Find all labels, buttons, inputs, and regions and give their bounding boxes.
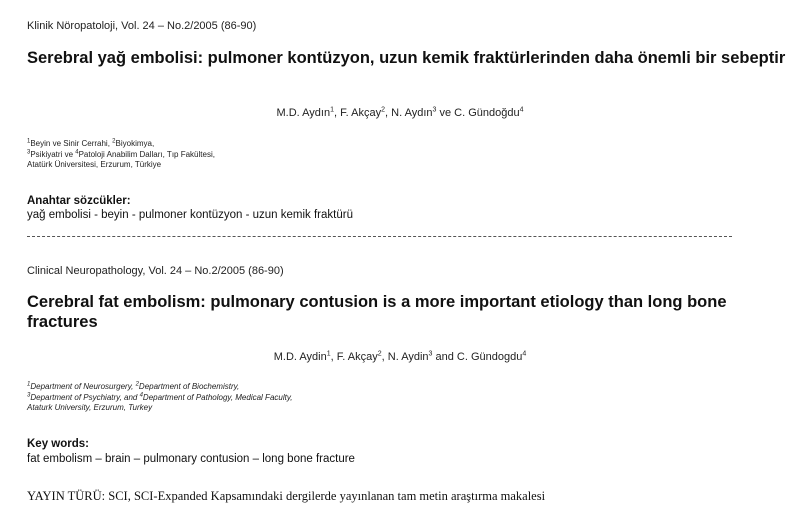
- author-name: C. Gündogdu: [456, 351, 523, 363]
- affiliation-marker: 4: [139, 391, 143, 398]
- affiliation-text: Beyin ve Sinir Cerrahi,: [30, 139, 113, 148]
- article-title-en: Cerebral fat embolism: pulmonary contusion is a more important etiology than long bone fractures: [27, 293, 727, 331]
- affiliation-text: Department of Neurosurgery,: [30, 382, 136, 391]
- author-separator: and: [432, 351, 457, 363]
- author-name: M.D. Aydin: [273, 351, 327, 363]
- author-name: M.D. Aydın: [276, 107, 331, 119]
- publication-type-note: YAYIN TÜRÜ: SCI, SCI-Expanded Kapsamındaki dergilerde yayınlanan tam metin araştırma makalesi: [27, 489, 546, 503]
- affiliation-marker: 3: [27, 148, 31, 155]
- author-affiliation-marker: 4: [522, 350, 527, 358]
- affiliation-line: [27, 403, 292, 414]
- affiliation-text: Psikiyatri ve: [30, 149, 76, 159]
- author-separator: ,: [381, 351, 388, 363]
- affiliation-text: Department of Pathology, Medical Faculty,: [142, 392, 293, 402]
- affiliations-en: [27, 382, 292, 414]
- author-affiliation-marker: 1: [330, 106, 334, 114]
- keywords-tr: yağ embolisi - beyin - pulmoner kontüzyon - uzun kemik fraktürü: [27, 209, 353, 221]
- author-affiliation-marker: 4: [519, 106, 524, 114]
- affiliation-line: [27, 382, 292, 393]
- affiliation-marker: 3: [27, 391, 31, 398]
- keywords-heading-en: Key words:: [27, 438, 89, 450]
- keywords-heading-tr: Anahtar sözcükler:: [27, 195, 131, 207]
- affiliation-marker: 1: [27, 381, 31, 388]
- author-list-en: [0, 351, 800, 363]
- affiliation-text: Biyokimya,: [115, 139, 155, 148]
- author-affiliation-marker: 2: [377, 350, 382, 358]
- author-affiliation-marker: 3: [432, 106, 437, 114]
- author-name: N. Aydin: [387, 351, 429, 363]
- affiliation-text: Ataturk University, Erzurum, Turkey: [27, 403, 153, 412]
- author-list-tr: [0, 107, 800, 119]
- affiliation-marker: 2: [135, 381, 139, 388]
- journal-citation-en: Clinical Neuropathology, Vol. 24 – No.2/2005 (86-90): [27, 265, 284, 277]
- author-name: N. Aydın: [391, 107, 433, 119]
- author-separator: ve: [436, 107, 455, 119]
- affiliation-marker: 4: [75, 148, 79, 155]
- author-affiliation-marker: 3: [428, 350, 433, 358]
- affiliation-line: [27, 160, 215, 171]
- affiliation-marker: 2: [112, 138, 116, 145]
- author-affiliation-marker: 2: [381, 106, 385, 114]
- affiliation-marker: 1: [27, 138, 31, 145]
- journal-citation-tr: Klinik Nöropatoloji, Vol. 24 – No.2/2005 (86-90): [27, 20, 257, 32]
- affiliation-text: Atatürk Üniversitesi, Erzurum, Türkiye: [27, 160, 162, 169]
- affiliation-line: [27, 139, 215, 150]
- author-name: C. Gündoğdu: [454, 107, 520, 119]
- section-divider: [27, 236, 732, 237]
- affiliation-line: [27, 150, 215, 161]
- author-name: F. Akçay: [340, 107, 382, 119]
- author-separator: ,: [334, 107, 341, 119]
- author-affiliation-marker: 1: [326, 350, 331, 358]
- affiliation-text: Department of Psychiatry, and: [30, 392, 140, 402]
- author-separator: ,: [385, 107, 392, 119]
- author-separator: ,: [330, 351, 337, 363]
- article-title-tr: Serebral yağ embolisi: pulmoner kontüzyon, uzun kemik fraktürlerinden daha önemli bir sebeptir: [27, 49, 786, 67]
- affiliations-tr: [27, 139, 215, 171]
- author-name: F. Akçay: [336, 351, 378, 363]
- keywords-en: fat embolism – brain – pulmonary contusion – long bone fracture: [27, 453, 355, 465]
- affiliation-text: Patoloji Anabilim Dalları, Tıp Fakültesi,: [78, 149, 215, 159]
- affiliation-text: Department of Biochemistry,: [138, 382, 240, 391]
- affiliation-line: [27, 393, 292, 404]
